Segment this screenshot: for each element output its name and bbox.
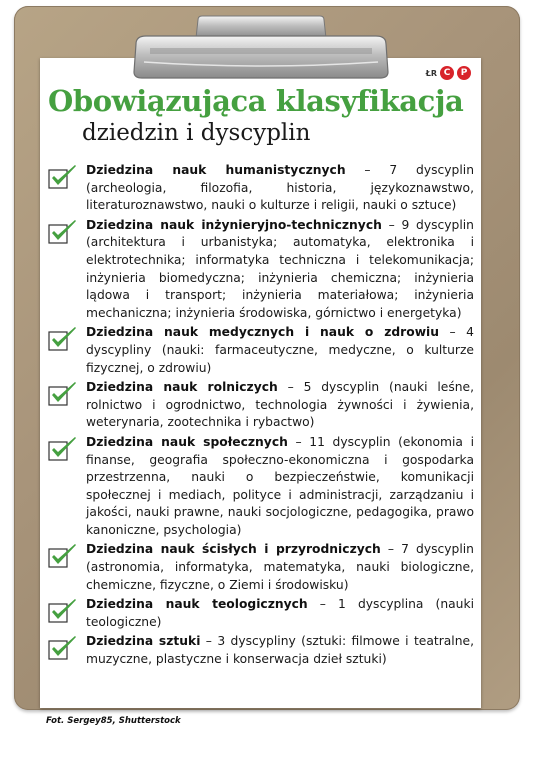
logo-letter-c: C <box>440 66 454 80</box>
checkmark-icon <box>48 436 78 462</box>
list-item-agricultural <box>48 379 474 432</box>
field-description: – 7 dyscyplin (astronomia, informatyka, matematyka, nauki biologiczne, chemiczne, fizyczne, o Ziemi i środowisku) <box>86 542 474 592</box>
field-name: Dziedzina nauk medycznych i nauk o zdrowiu <box>86 325 440 340</box>
list-item-social <box>48 434 474 540</box>
field-description: – 7 dyscyplin (archeologia, filozofia, historia, językoznawstwo, literaturoznawstwo, nauki o kulturze i religii, nauki o sztuce) <box>86 163 474 213</box>
publisher-logo <box>426 66 471 80</box>
list-item-humanities <box>48 162 474 215</box>
clipboard-clip-icon <box>126 14 396 80</box>
checkmark-icon <box>48 598 78 624</box>
list-item-theology <box>48 596 474 631</box>
heading-line-2: dziedzin i dyscyplin <box>82 120 311 146</box>
field-description: – 9 dyscyplin (architektura i urbanistyka; automatyka, elektronika i elektrotechnika; informatyka techniczna i telekomunikacja; inżynieria biomedyczna; inżynieria chemiczna; inżynieria lądowa i transport; inżynieria materiałowa; inżynieria mechaniczna; inżynieria środowiska, górnictwo i energetyka) <box>86 217 474 320</box>
checkmark-icon <box>48 219 78 245</box>
checkmark-icon <box>48 326 78 352</box>
field-name: Dziedzina nauk rolniczych <box>86 380 278 395</box>
paper-sheet <box>40 58 481 708</box>
checkmark-icon <box>48 543 78 569</box>
photo-credit: Fot. Sergey85, Shutterstock <box>46 716 181 726</box>
field-name: Dziedzina sztuki <box>86 634 201 649</box>
logo-prefix: ŁR <box>425 68 437 78</box>
checkmark-icon <box>48 164 78 190</box>
field-name: Dziedzina nauk inżynieryjno-technicznych <box>86 217 382 232</box>
field-name: Dziedzina nauk społecznych <box>86 434 288 449</box>
list-item-arts <box>48 633 474 668</box>
heading-line-1: Obowiązująca klasyfikacja <box>48 84 464 118</box>
checkmark-icon <box>48 635 78 661</box>
checkmark-icon <box>48 381 78 407</box>
field-description: – 5 dyscyplin (nauki leśne, rolnictwo i ogrodnictwo, technologia żywności i żywienia, weterynaria, zootechnika i rybactwo) <box>86 380 474 430</box>
discipline-list <box>48 162 474 671</box>
list-item-engineering <box>48 217 474 323</box>
field-description: – 1 dyscyplina (nauki teologiczne) <box>86 597 474 629</box>
field-description: – 4 dyscypliny (nauki: farmaceutyczne, medyczne, o kulturze fizycznej, o zdrowiu) <box>86 325 474 375</box>
field-name: Dziedzina nauk teologicznych <box>86 597 308 612</box>
field-description: – 11 dyscyplin (ekonomia i finanse, geografia społeczno-ekonomiczna i gospodarka przestrzenna, nauki o bezpieczeństwie, komunikacji społecznej i mediach, polityce i administracji, zarządzaniu i jakości, nauki prawne, nauki socjologiczne, pedagogika, prawo kanoniczne, psychologia) <box>86 434 474 537</box>
logo-letter-p: P <box>457 66 471 80</box>
field-description: – 3 dyscypliny (sztuki: filmowe i teatralne, muzyczne, plastyczne i konserwacja dzieł sztuki) <box>86 634 474 667</box>
list-item-natural-sciences <box>48 541 474 594</box>
list-item-medical <box>48 324 474 377</box>
field-name: Dziedzina nauk humanistycznych <box>86 163 346 177</box>
field-name: Dziedzina nauk ścisłych i przyrodniczych <box>86 542 381 557</box>
